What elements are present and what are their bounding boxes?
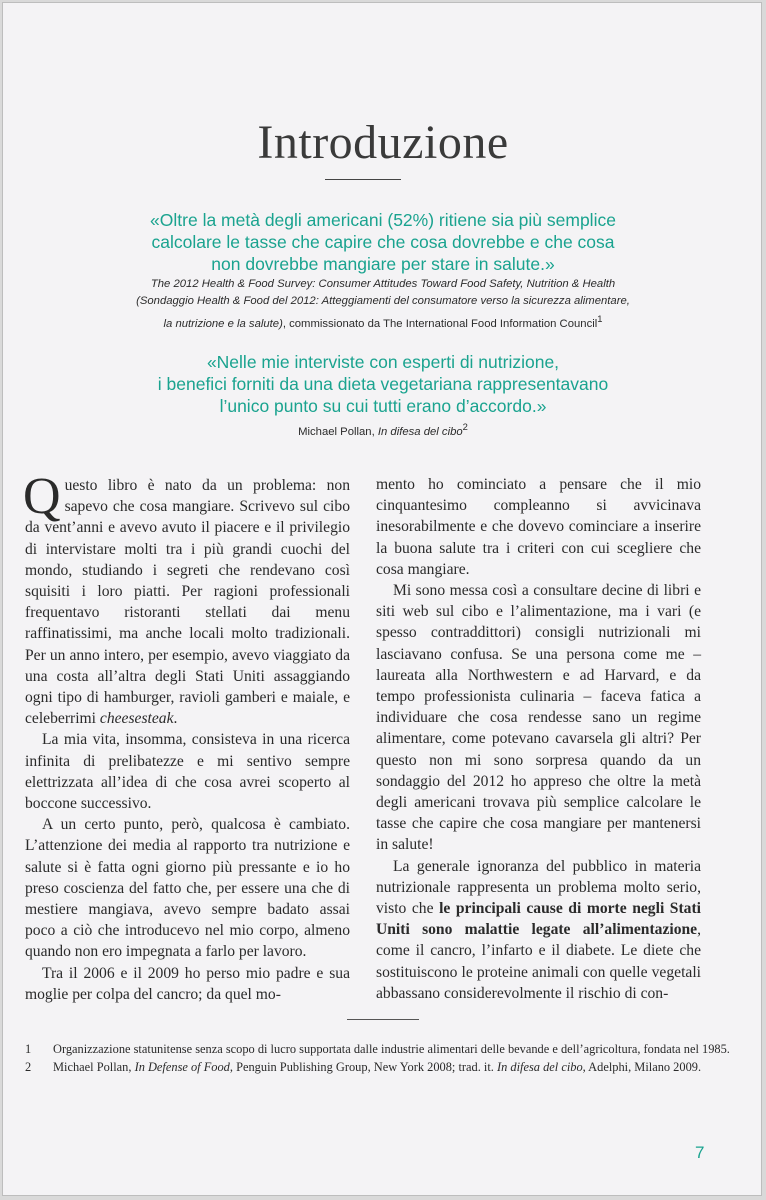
paragraph-text: . xyxy=(173,710,178,728)
epigraph-quote-2 xyxy=(3,351,762,417)
footnote-text: , Penguin Publishing Group, New York 2008; trad. it. xyxy=(229,1060,497,1074)
source-line xyxy=(3,310,762,333)
source-work: In difesa del cibo xyxy=(377,425,463,438)
quote-line: non dovrebbe mangiare per stare in salute.» xyxy=(211,254,555,274)
quote-line: «Nelle mie interviste con esperti di nutrizione, xyxy=(206,352,560,372)
paragraph: mento ho cominciato a pensare che il mio cinquantesimo compleanno si avvicinava inesorabilmente e che dovevo cominciare a inserire la buona salute tra i criteri con cui scegliere che cosa mangiare. xyxy=(376,476,701,578)
footnotes xyxy=(25,1041,737,1077)
footnote xyxy=(25,1059,737,1075)
title-divider xyxy=(325,179,401,180)
paragraph: Tra il 2006 e il 2009 ho perso mio padre e sua moglie per colpa del cancro; da quel mo- xyxy=(25,964,350,1003)
italic-term: cheesesteak xyxy=(99,710,174,728)
footnote-number: 2 xyxy=(25,1060,32,1074)
footnote-text: Michael Pollan, xyxy=(53,1060,135,1074)
paragraph xyxy=(376,856,701,1004)
footnote-italic: In Defense of Food xyxy=(134,1060,230,1074)
source-line: The 2012 Health & Food Survey: Consumer Attitudes Toward Food Safety, Nutrition & Health xyxy=(150,278,616,290)
footnote-number: 1 xyxy=(25,1042,32,1056)
source-italic: la nutrizione e la salute) xyxy=(163,317,283,330)
bold-phrase: le principali cause di morte negli Stati Uniti sono malattie legate all’alimentazione xyxy=(376,900,701,939)
quote-line: i benefici forniti da una dieta vegetariana rappresentavano xyxy=(157,374,609,394)
quote-line: «Oltre la metà degli americani (52%) ritiene sia più semplice xyxy=(150,210,616,230)
paragraph-text: uesto libro è nato da un problema: non sapevo che cosa mangiare. Scrivevo sul cibo da vent’anni e avevo avuto il piacere e il privilegio di intervistare molti tra i più grandi cuochi del mondo, studiando i segreti che rendevano così squisiti i loro piatti. Per ragioni professionali frequentavo ristoranti stellati dai menu raffinatissimi, ma anche locali molto tradizionali. Per un anno intero, per esempio, avevo viaggiato da una costa all’altra degli Stati Uniti assaggiando ogni tipo di hamburger, ravioli gamberi e maiale, e celeberrimi xyxy=(25,477,350,728)
source-line xyxy=(3,418,762,441)
epigraph-source-1 xyxy=(3,276,762,333)
footnote-ref: 1 xyxy=(597,313,603,324)
footnote-text: Organizzazione statunitense senza scopo di lucro supportata dalle industrie alimentari delle bevande e dell’agricoltura, fondata nel 1985. xyxy=(53,1042,730,1056)
source-author: Michael Pollan, xyxy=(298,425,378,438)
page-number: 7 xyxy=(695,1143,705,1162)
paragraph xyxy=(23,468,350,729)
source-line: (Sondaggio Health & Food del 2012: Atteggiamenti del consumatore verso la sicurezza alimentare, xyxy=(136,295,630,307)
epigraph-source-2 xyxy=(3,418,762,441)
footnote-text: , Adelphi, Milano 2009. xyxy=(582,1060,702,1074)
paragraph-text: La generale ignoranza del pubblico in materia nutrizionale rappresenta un problema molto serio, visto che xyxy=(376,857,701,918)
body-column-left xyxy=(23,468,350,1005)
footnote-italic: In difesa del cibo xyxy=(496,1060,583,1074)
paragraph: Mi sono messa così a consultare decine di libri e siti web sul cibo e l’alimentazione, ma i vari (e spesso contraddittori) consigli nutrizionali mi lasciavano confusa. Se una persona come me – laureata alla Northwestern e ad Harvard, e da tempo professionista culinaria – faceva fatica a individuare che cosa rendesse sano un regime alimentare, come potevano cavarsela gli altri? Per questo non mi sono sorpresa quando da un sondaggio del 2012 ho appreso che oltre la metà degli americani trovava più semplice calcolare le tasse che capire che cosa mangiare per mantenersi in salute! xyxy=(376,582,701,854)
book-page xyxy=(2,2,762,1196)
paragraph: A un certo punto, però, qualcosa è cambiato. L’attenzione dei media al rapporto tra nutrizione e salute si è fatta ogni giorno più pressante e io ho preso coscienza del fatto che, per essere una che di mestiere mangiava, avevo sempre badato assai poco a ciò che introducevo nel mio corpo, almeno quando non ero impegnata a farlo per lavoro. xyxy=(25,816,350,961)
source-text: , commissionato da The International Food Information Council xyxy=(282,317,598,330)
quote-line: calcolare le tasse che capire che cosa dovrebbe e che cosa xyxy=(151,232,615,252)
paragraph: La mia vita, insomma, consisteva in una ricerca infinita di prelibatezze e mi sentivo sempre elettrizzata all’idea di che cosa avrei scoperto al boccone successivo. xyxy=(25,731,350,813)
drop-cap: Q xyxy=(23,468,61,525)
chapter-title: Introduzione xyxy=(257,116,509,169)
epigraph-quote-1 xyxy=(3,209,762,275)
quote-line: l’unico punto su cui tutti erano d’accordo.» xyxy=(219,396,547,416)
footnote-ref: 2 xyxy=(462,421,468,432)
footnote-divider xyxy=(347,1019,419,1020)
paragraph-text: , come il cancro, l’infarto e il diabete. Le diete che sostituiscono le proteine animali con quelle vegetali abbassano considerevolmente il rischio di con- xyxy=(376,921,701,1002)
body-column-right xyxy=(376,474,701,1004)
footnote xyxy=(25,1041,737,1057)
